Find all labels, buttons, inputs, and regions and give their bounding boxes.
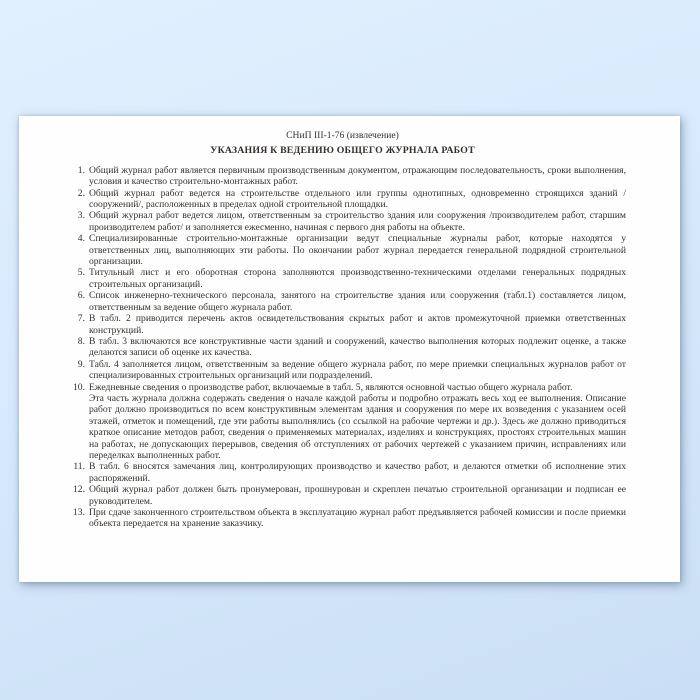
item-text: В табл. 6 вносятся замечания лиц, контролирующих производство и качество работ, и делаются отметки об исполнение этих распоряжений. xyxy=(89,461,626,484)
list-item-8 xyxy=(59,336,626,359)
item-number: 10. xyxy=(73,381,85,393)
item-text: В табл. 3 включаются все конструктивные части зданий и сооружений, качество выполнения которых подлежит оценке, а также делаются записи об оценке их качества. xyxy=(89,335,626,359)
document-header: СНиП III-1-76 (извлечение) xyxy=(286,130,399,141)
item-number: 3. xyxy=(77,210,85,222)
item-number: 9. xyxy=(77,358,85,370)
item-number: 11. xyxy=(73,461,85,473)
list-item-13 xyxy=(59,507,626,530)
item-number: 12. xyxy=(73,484,85,496)
item-text: Общий журнал работ ведется на строительстве отдельного или группы однотипных, одновременно строящихся зданий /сооружений/, расположенных в пределах одной строительной площадки. xyxy=(89,187,626,211)
list-item-7 xyxy=(59,313,626,336)
item-extra-paragraph: Эта часть журнала должна содержать сведения о начале каждой работы и подробно отражать весь ход ее выполнения. Описание работ должно производиться по всем конструктивным элементам здания и сооружения по мере их возведения с указанием осей этажей, отметок и помещений, где эти работы выполнялись (со ссылкой на рабочие чертежи и др.). Здесь же должно приводиться краткое описание методов работ, сведения о применяемых материалах, изделиях и конструкциях, простоях строительных машин на работах, не допускающих перерывов, сведения об отступлениях от рабочих чертежей с указанием причин, исправлениях или переделках выполненных работ. xyxy=(89,392,626,461)
item-number: 8. xyxy=(77,335,85,347)
item-number: 1. xyxy=(77,164,85,176)
item-text: Специализированные строительно-монтажные организации ведут специальные журналы работ, которые находятся у ответственных лиц, выполняющих эти работы. По окончании работ журнал передается генеральной подрядной строительной организации. xyxy=(89,233,626,268)
item-text: Общий журнал работ является первичным производственным документом, отражающим последовательность, сроки выполнения, условия и качество строительно-монтажных работ. xyxy=(89,164,626,188)
item-text: Ежедневные сведения о производстве работ, включаемые в табл. 5, являются основной частью общего журнала работ. xyxy=(89,381,573,393)
instructions-list xyxy=(59,165,626,530)
item-text: Общий журнал работ должен быть пронумерован, прошнурован и скреплен печатью строительной организации и подписан ее руководителем. xyxy=(89,484,626,507)
item-number: 13. xyxy=(73,507,85,518)
item-text: Титульный лист и его оборотная сторона заполняются производственно-техническими отделами генеральных подрядных строительных организаций. xyxy=(89,267,626,290)
list-item-9 xyxy=(59,359,626,382)
list-item-5 xyxy=(59,267,626,290)
document-title: УКАЗАНИЯ К ВЕДЕНИЮ ОБЩЕГО ЖУРНАЛА РАБОТ xyxy=(210,145,475,157)
item-text: При сдаче законченного строительством объекта в эксплуатацию журнал работ предъявляется рабочей комиссии и после приемки объекта передается на хранение заказчику. xyxy=(89,507,626,530)
item-number: 7. xyxy=(77,313,85,325)
item-number: 5. xyxy=(77,267,85,279)
document-page xyxy=(19,116,680,582)
list-item-10 xyxy=(59,382,626,462)
item-text: Общий журнал работ ведется лицом, ответственным за строительство здания или сооружения /производителем работ, старшим производителем работ/ и заполняется ежесменно, начиная с первого дня работы на объекте. xyxy=(89,210,626,233)
document-content xyxy=(19,116,680,530)
list-item-6 xyxy=(59,290,626,313)
list-item-4 xyxy=(59,233,626,267)
item-number: 2. xyxy=(77,187,85,199)
item-text: В табл. 2 приводится перечень актов освидетельствования скрытых работ и актов промежуточной приемки ответственных конструкций. xyxy=(89,313,626,336)
list-item-2 xyxy=(59,188,626,211)
list-item-11 xyxy=(59,461,626,484)
list-item-12 xyxy=(59,484,626,507)
item-number: 6. xyxy=(77,290,85,302)
item-text: Табл. 4 заполняется лицом, ответственным за ведение общего журнала работ, по мере приемки специальных журналов работ от специализированных строительных организаций или подразделений. xyxy=(89,358,626,382)
item-text: Список инженерно-технического персонала, занятого на строительстве здания или сооружения (табл.1) составляется лицом, ответственным за ведение общего журнала работ. xyxy=(89,290,626,313)
item-number: 4. xyxy=(77,233,85,245)
list-item-1 xyxy=(59,165,626,188)
list-item-3 xyxy=(59,210,626,233)
